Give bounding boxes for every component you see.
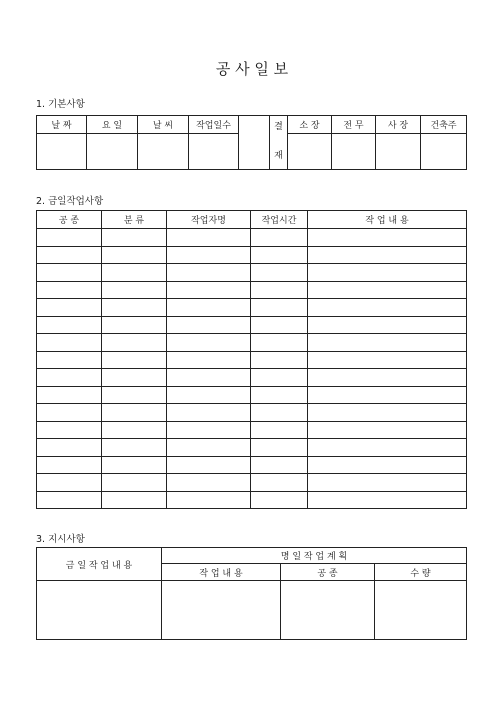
plan-content-cell[interactable] — [162, 581, 281, 640]
work-table-row — [37, 351, 467, 369]
instructions-table — [36, 547, 467, 640]
category-cell[interactable] — [102, 281, 167, 299]
worker-name-cell[interactable] — [167, 439, 251, 457]
work-type-cell[interactable] — [37, 421, 102, 439]
work-type-cell[interactable] — [37, 456, 102, 474]
plan-work-type-cell[interactable] — [281, 581, 375, 640]
work-hours-cell[interactable] — [251, 421, 308, 439]
work-table-row — [37, 334, 467, 352]
section-today-work-label: 2. 금일작업사항 — [36, 196, 104, 207]
owner-sign-cell[interactable] — [421, 134, 467, 170]
category-cell[interactable] — [102, 369, 167, 387]
work-hours-header: 작업시간 — [251, 211, 308, 229]
work-description-cell[interactable] — [308, 474, 467, 492]
category-header: 분 류 — [102, 211, 167, 229]
work-type-header: 공 종 — [37, 211, 102, 229]
work-description-cell[interactable] — [308, 439, 467, 457]
work-table-row — [37, 229, 467, 247]
work-hours-cell[interactable] — [251, 246, 308, 264]
work-type-cell[interactable] — [37, 369, 102, 387]
worker-name-cell[interactable] — [167, 264, 251, 282]
spacer-cell — [239, 116, 270, 170]
worker-name-cell[interactable] — [167, 246, 251, 264]
site-manager-sign-cell[interactable] — [288, 134, 332, 170]
work-type-cell[interactable] — [37, 386, 102, 404]
work-hours-cell[interactable] — [251, 491, 308, 509]
work-table-row — [37, 369, 467, 387]
worker-name-cell[interactable] — [167, 421, 251, 439]
work-table-row — [37, 264, 467, 282]
category-cell[interactable] — [102, 386, 167, 404]
work-type-cell[interactable] — [37, 281, 102, 299]
category-cell[interactable] — [102, 491, 167, 509]
approver-executive-header: 전 무 — [332, 116, 376, 134]
worker-name-header: 작업자명 — [167, 211, 251, 229]
today-work-table — [36, 210, 467, 509]
approver-site-manager-header: 소 장 — [288, 116, 332, 134]
worker-name-cell[interactable] — [167, 316, 251, 334]
approval-char-1: 결 — [274, 122, 283, 132]
worker-name-cell[interactable] — [167, 229, 251, 247]
work-table-row — [37, 456, 467, 474]
work-table-row — [37, 246, 467, 264]
work-type-cell[interactable] — [37, 334, 102, 352]
date-value-cell[interactable] — [37, 134, 87, 170]
work-description-cell[interactable] — [308, 421, 467, 439]
work-description-cell[interactable] — [308, 369, 467, 387]
work-hours-cell[interactable] — [251, 474, 308, 492]
work-hours-cell[interactable] — [251, 404, 308, 422]
approval-char-2: 재 — [274, 151, 283, 161]
work-days-header: 작업일수 — [189, 116, 239, 134]
work-description-cell[interactable] — [308, 334, 467, 352]
weekday-value-cell[interactable] — [87, 134, 138, 170]
work-description-cell[interactable] — [308, 246, 467, 264]
category-cell[interactable] — [102, 264, 167, 282]
work-type-cell[interactable] — [37, 316, 102, 334]
work-type-cell[interactable] — [37, 299, 102, 317]
work-description-cell[interactable] — [308, 316, 467, 334]
worker-name-cell[interactable] — [167, 334, 251, 352]
president-sign-cell[interactable] — [376, 134, 421, 170]
section-instructions-label: 3. 지시사항 — [36, 534, 85, 545]
work-table-row — [37, 316, 467, 334]
work-hours-cell[interactable] — [251, 299, 308, 317]
work-type-cell[interactable] — [37, 404, 102, 422]
category-cell[interactable] — [102, 246, 167, 264]
work-table-row — [37, 299, 467, 317]
work-description-cell[interactable] — [308, 299, 467, 317]
category-cell[interactable] — [102, 229, 167, 247]
weather-header: 날 씨 — [138, 116, 189, 134]
today-work-content-header: 금 일 작 업 내 용 — [37, 548, 162, 581]
work-hours-cell[interactable] — [251, 386, 308, 404]
worker-name-cell[interactable] — [167, 299, 251, 317]
work-hours-cell[interactable] — [251, 369, 308, 387]
work-table-row — [37, 386, 467, 404]
work-hours-cell[interactable] — [251, 264, 308, 282]
work-description-cell[interactable] — [308, 281, 467, 299]
work-table-row — [37, 281, 467, 299]
category-cell[interactable] — [102, 421, 167, 439]
worker-name-cell[interactable] — [167, 386, 251, 404]
plan-work-type-header: 공 종 — [281, 564, 375, 581]
worker-name-cell[interactable] — [167, 281, 251, 299]
work-hours-cell[interactable] — [251, 316, 308, 334]
date-header: 날 짜 — [37, 116, 87, 134]
worker-name-cell[interactable] — [167, 456, 251, 474]
work-description-cell[interactable] — [308, 264, 467, 282]
plan-content-header: 작 업 내 용 — [162, 564, 281, 581]
category-cell[interactable] — [102, 351, 167, 369]
work-description-cell[interactable] — [308, 491, 467, 509]
work-table-row — [37, 439, 467, 457]
work-type-cell[interactable] — [37, 246, 102, 264]
work-type-cell[interactable] — [37, 264, 102, 282]
worker-name-cell[interactable] — [167, 491, 251, 509]
work-hours-cell[interactable] — [251, 229, 308, 247]
category-cell[interactable] — [102, 474, 167, 492]
worker-name-cell[interactable] — [167, 404, 251, 422]
worker-name-cell[interactable] — [167, 369, 251, 387]
plan-quantity-header: 수 량 — [375, 564, 467, 581]
basic-info-table — [36, 115, 467, 170]
category-cell[interactable] — [102, 439, 167, 457]
work-description-cell[interactable] — [308, 386, 467, 404]
work-table-row — [37, 404, 467, 422]
category-cell[interactable] — [102, 404, 167, 422]
tomorrow-plan-header: 명 일 작 업 계 획 — [162, 548, 467, 564]
category-cell[interactable] — [102, 456, 167, 474]
work-type-cell[interactable] — [37, 229, 102, 247]
work-hours-cell[interactable] — [251, 334, 308, 352]
document-title: 공 사 일 보 — [215, 60, 289, 78]
work-description-cell[interactable] — [308, 351, 467, 369]
weekday-header: 요 일 — [87, 116, 138, 134]
approver-president-header: 사 장 — [376, 116, 421, 134]
category-cell[interactable] — [102, 334, 167, 352]
approval-label — [270, 116, 288, 170]
work-table-row — [37, 491, 467, 509]
approver-owner-header: 건축주 — [421, 116, 467, 134]
worker-name-cell[interactable] — [167, 351, 251, 369]
work-type-cell[interactable] — [37, 351, 102, 369]
executive-sign-cell[interactable] — [332, 134, 376, 170]
category-cell[interactable] — [102, 316, 167, 334]
work-description-header: 작 업 내 용 — [308, 211, 467, 229]
work-description-cell[interactable] — [308, 229, 467, 247]
work-table-row — [37, 421, 467, 439]
weather-value-cell[interactable] — [138, 134, 189, 170]
work-type-cell[interactable] — [37, 439, 102, 457]
category-cell[interactable] — [102, 299, 167, 317]
work-description-cell[interactable] — [308, 404, 467, 422]
work-days-value-cell[interactable] — [189, 134, 239, 170]
work-type-cell[interactable] — [37, 474, 102, 492]
plan-quantity-cell[interactable] — [375, 581, 467, 640]
work-hours-cell[interactable] — [251, 281, 308, 299]
worker-name-cell[interactable] — [167, 474, 251, 492]
work-hours-cell[interactable] — [251, 456, 308, 474]
work-hours-cell[interactable] — [251, 351, 308, 369]
work-hours-cell[interactable] — [251, 439, 308, 457]
work-table-row — [37, 474, 467, 492]
section-basic-label: 1. 기본사항 — [36, 99, 85, 110]
work-description-cell[interactable] — [308, 456, 467, 474]
today-work-content-cell[interactable] — [37, 581, 162, 640]
work-type-cell[interactable] — [37, 491, 102, 509]
